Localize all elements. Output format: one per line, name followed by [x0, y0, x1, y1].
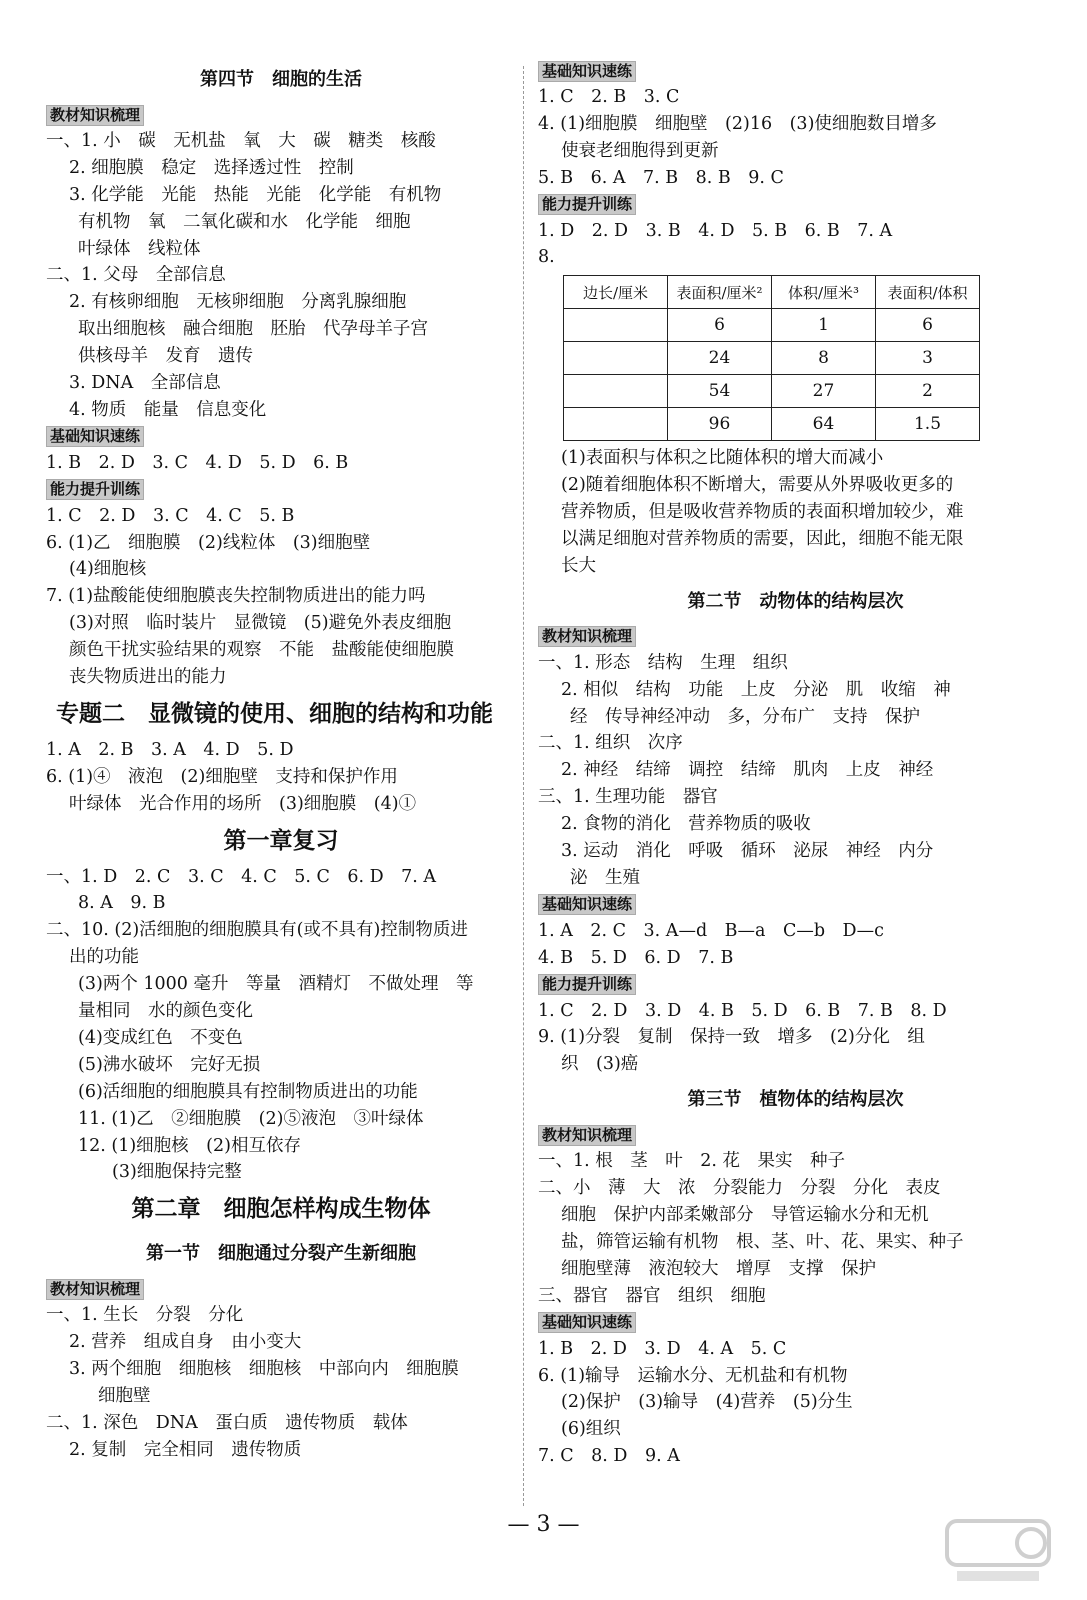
table-cell — [564, 375, 668, 408]
answer-table — [563, 275, 980, 441]
section-tag: 教材知识梳理 — [46, 1279, 144, 1300]
answer-line: 泌 生殖 — [570, 867, 640, 888]
answer-line: 12. (1)细胞核 (2)相互依存 — [78, 1135, 301, 1156]
section-tag: 能力提升训练 — [538, 194, 636, 215]
answer-line: 长大 — [561, 555, 596, 576]
answer-line: (3)细胞保持完整 — [112, 1162, 242, 1183]
table-cell: 64 — [772, 408, 876, 441]
answer-line: 2. 神经 结缔 调控 结缔 肌肉 上皮 神经 — [561, 760, 934, 781]
answer-line: 4. B 5. D 6. D 7. B — [538, 947, 734, 968]
answer-line: 1. C 2. D 3. C 4. C 5. B — [46, 505, 295, 526]
answer-line: 三、1. 生理功能 器官 — [538, 787, 718, 808]
table-row — [564, 342, 980, 375]
answer-line: 二、小 薄 大 浓 分裂能力 分裂 分化 表皮 — [538, 1178, 941, 1199]
answer-line: 1. D 2. D 3. B 4. D 5. B 6. B 7. A — [538, 220, 893, 241]
section-tag-row — [538, 624, 1053, 650]
answer-line: 出的功能 — [69, 947, 139, 968]
answer-line: 2. 营养 组成自身 由小变大 — [69, 1332, 302, 1353]
watermark-logo — [943, 1517, 1053, 1587]
section-tag: 基础知识速练 — [538, 894, 636, 915]
section-tag-row — [538, 192, 1053, 218]
section-title: 第二节 动物体的结构层次 — [687, 590, 904, 612]
answer-line: 二、1. 组织 次序 — [538, 733, 683, 754]
answer-line: 4. 物质 能量 信息变化 — [69, 399, 267, 420]
answer-line: 1. C 2. B 3. C — [538, 87, 680, 107]
answer-line: 1. A 2. B 3. A 4. D 5. D — [46, 739, 294, 760]
section-tag-row — [538, 972, 1053, 998]
answer-line: 二、10. (2)活细胞的细胞膜具有(或不具有)控制物质进 — [46, 920, 468, 941]
answer-line: 细胞壁 — [98, 1385, 151, 1406]
answer-line: 供核母羊 发育 遗传 — [78, 346, 253, 367]
chapter-title: 第一章复习 — [223, 827, 339, 854]
section-tag: 基础知识速练 — [538, 1312, 636, 1333]
answer-line: 6. (1)④ 液泡 (2)细胞壁 支持和保护作用 — [46, 766, 398, 787]
answer-line: 7. C 8. D 9. A — [538, 1446, 680, 1467]
table-cell: 96 — [668, 408, 772, 441]
column-divider — [523, 66, 524, 1506]
answer-line: (6)活细胞的细胞膜具有控制物质进出的功能 — [78, 1081, 418, 1102]
answer-line: 使衰老细胞得到更新 — [561, 140, 719, 161]
table-cell: 2 — [876, 375, 980, 408]
answer-line: 二、1. 父母 全部信息 — [46, 265, 226, 286]
table-cell: 24 — [668, 342, 772, 375]
chapter-title: 专题二 显微镜的使用、细胞的结构和功能 — [56, 700, 493, 727]
section-tag-row — [538, 1310, 1053, 1336]
answer-line: 9. (1)分裂 复制 保持一致 增多 (2)分化 组 — [538, 1027, 925, 1048]
answer-line: 1. C 2. D 3. D 4. B 5. D 6. B 7. B 8. D — [538, 1000, 947, 1021]
answer-line: 5. B 6. A 7. B 8. B 9. C — [538, 167, 784, 188]
section-tag: 基础知识速练 — [538, 61, 636, 82]
answer-line: 4. (1)细胞膜 细胞壁 (2)16 (3)使细胞数目增多 — [538, 113, 937, 134]
answer-line: 1. A 2. C 3. A—d B—a C—b D—c — [538, 920, 884, 941]
table-cell: 54 — [668, 375, 772, 408]
table-header-cell: 体积/厘米³ — [772, 276, 876, 309]
answer-line: 丧失物质进出的能力 — [69, 667, 227, 688]
section-tag: 教材知识梳理 — [538, 1125, 636, 1146]
answer-line: (2)保护 (3)输导 (4)营养 (5)分生 — [561, 1392, 853, 1413]
table-row — [564, 309, 980, 342]
answer-line: (4)变成红色 不变色 — [78, 1027, 243, 1048]
answer-line: (5)沸水破坏 完好无损 — [78, 1054, 261, 1075]
answer-line: 颜色干扰实验结果的观察 不能 盐酸能使细胞膜 — [69, 640, 454, 661]
answer-line: 2. 相似 结构 功能 上皮 分泌 肌 收缩 神 — [561, 679, 951, 700]
answer-line: 3. DNA 全部信息 — [69, 373, 221, 394]
answer-line: 2. 细胞膜 稳定 选择透过性 控制 — [69, 157, 354, 178]
section-tag: 教材知识梳理 — [46, 105, 144, 126]
table-header-cell: 边长/厘米 — [564, 276, 668, 309]
section-title: 第四节 细胞的生活 — [200, 69, 362, 90]
answer-line: 6. (1)输导 运输水分、无机盐和有机物 — [538, 1365, 848, 1386]
answer-line: 1. B 2. D 3. C 4. D 5. D 6. B — [46, 452, 349, 473]
answer-line: 一、1. 根 茎 叶 2. 花 果实 种子 — [538, 1151, 846, 1172]
section-tag-row — [538, 892, 1053, 918]
table-header-cell: 表面积/体积 — [876, 276, 980, 309]
answer-line: 有机物 氧 二氧化碳和水 化学能 细胞 — [78, 211, 411, 232]
answer-line: 细胞壁薄 液泡较大 增厚 支撑 保护 — [561, 1258, 876, 1279]
answer-line: (2)随着细胞体积不断增大，需要从外界吸收更多的 — [561, 475, 954, 496]
answer-line: 织 (3)癌 — [561, 1054, 639, 1075]
answer-line: 量相同 水的颜色变化 — [78, 1001, 253, 1022]
answer-line: 三、器官 器官 组织 细胞 — [538, 1285, 766, 1306]
answer-line: 盐，筛管运输有机物 根、茎、叶、花、果实、种子 — [561, 1231, 964, 1252]
answer-line: 3. 运动 消化 呼吸 循环 泌尿 神经 内分 — [561, 841, 934, 862]
answer-line: 取出细胞核 融合细胞 胚胎 代孕母羊子宫 — [78, 319, 428, 340]
answer-line: 经 传导神经冲动 多，分布广 支持 保护 — [570, 706, 920, 727]
answer-line: 8. — [538, 247, 555, 268]
table-header-cell: 表面积/厘米² — [668, 276, 772, 309]
answer-line: (1)表面积与体积之比随体积的增大而减小 — [561, 448, 884, 469]
table-cell: 1.5 — [876, 408, 980, 441]
section-tag-row — [538, 58, 1053, 84]
left-column — [46, 58, 516, 1464]
answer-line: 2. 复制 完全相同 遗传物质 — [69, 1439, 302, 1460]
table-row — [564, 375, 980, 408]
table-cell: 6 — [668, 309, 772, 342]
section-tag: 能力提升训练 — [538, 974, 636, 995]
answer-line: 一、1. 形态 结构 生理 组织 — [538, 652, 788, 673]
section-tag-row — [538, 1122, 1053, 1148]
answer-line: 一、1. 小 碳 无机盐 氧 大 碳 糖类 核酸 — [46, 131, 436, 151]
answer-line: 3. 化学能 光能 热能 光能 化学能 有机物 — [69, 184, 442, 205]
chapter-title: 第二章 细胞怎样构成生物体 — [131, 1196, 431, 1223]
table-cell: 8 — [772, 342, 876, 375]
answer-line: 8. A 9. B — [78, 893, 166, 914]
section-tag: 基础知识速练 — [46, 426, 144, 447]
table-cell: 3 — [876, 342, 980, 375]
answer-line: (3)两个 1000 毫升 等量 酒精灯 不做处理 等 — [78, 974, 474, 995]
answer-line: 1. B 2. D 3. D 4. A 5. C — [538, 1338, 787, 1359]
section-title: 第一节 细胞通过分裂产生新细胞 — [146, 1243, 416, 1265]
answer-line: 以满足细胞对营养物质的需要，因此，细胞不能无限 — [561, 529, 964, 550]
table-cell — [564, 408, 668, 441]
answer-line: 2. 食物的消化 营养物质的吸收 — [561, 814, 811, 835]
section-tag: 教材知识梳理 — [538, 626, 636, 647]
answer-line: (6)组织 — [561, 1419, 621, 1440]
answer-line: 2. 有核卵细胞 无核卵细胞 分离乳腺细胞 — [69, 292, 407, 313]
answer-line: 叶绿体 线粒体 — [78, 238, 201, 259]
section-tag-row — [46, 102, 516, 128]
table-cell — [564, 309, 668, 342]
table-cell — [564, 342, 668, 375]
answer-line: (4)细胞核 — [69, 559, 147, 580]
section-title: 第三节 植物体的结构层次 — [687, 1089, 904, 1111]
section-tag: 能力提升训练 — [46, 479, 144, 500]
answer-line: 6. (1)乙 细胞膜 (2)线粒体 (3)细胞壁 — [46, 532, 371, 553]
right-column — [538, 58, 1053, 1470]
answer-line: 二、1. 深色 DNA 蛋白质 遗传物质 载体 — [46, 1412, 408, 1433]
page-number: — 3 — — [507, 1512, 580, 1537]
answer-line: (3)对照 临时装片 显微镜 (5)避免外表皮细胞 — [69, 613, 452, 634]
answer-line: 一、1. 生长 分裂 分化 — [46, 1305, 244, 1326]
table-cell: 6 — [876, 309, 980, 342]
table-cell: 1 — [772, 309, 876, 342]
answer-line: 一、1. D 2. C 3. C 4. C 5. C 6. D 7. A — [46, 866, 437, 887]
table-row — [564, 408, 980, 441]
section-tag-row — [46, 424, 516, 450]
answer-line: 3. 两个细胞 细胞核 细胞核 中部向内 细胞膜 — [69, 1359, 459, 1380]
answer-line: 7. (1)盐酸能使细胞膜丧失控制物质进出的能力吗 — [46, 586, 426, 607]
section-tag-row — [46, 1276, 516, 1302]
section-tag-row — [46, 477, 516, 503]
answer-line: 叶绿体 光合作用的场所 (3)细胞膜 (4)① — [69, 793, 417, 814]
table-cell: 27 — [772, 375, 876, 408]
answer-line: 营养物质，但是吸收营养物质的表面积增加较少，难 — [561, 502, 964, 523]
answer-line: 11. (1)乙 ②细胞膜 (2)⑤液泡 ③叶绿体 — [78, 1108, 424, 1129]
answer-line: 细胞 保护内部柔嫩部分 导管运输水分和无机 — [561, 1205, 929, 1226]
